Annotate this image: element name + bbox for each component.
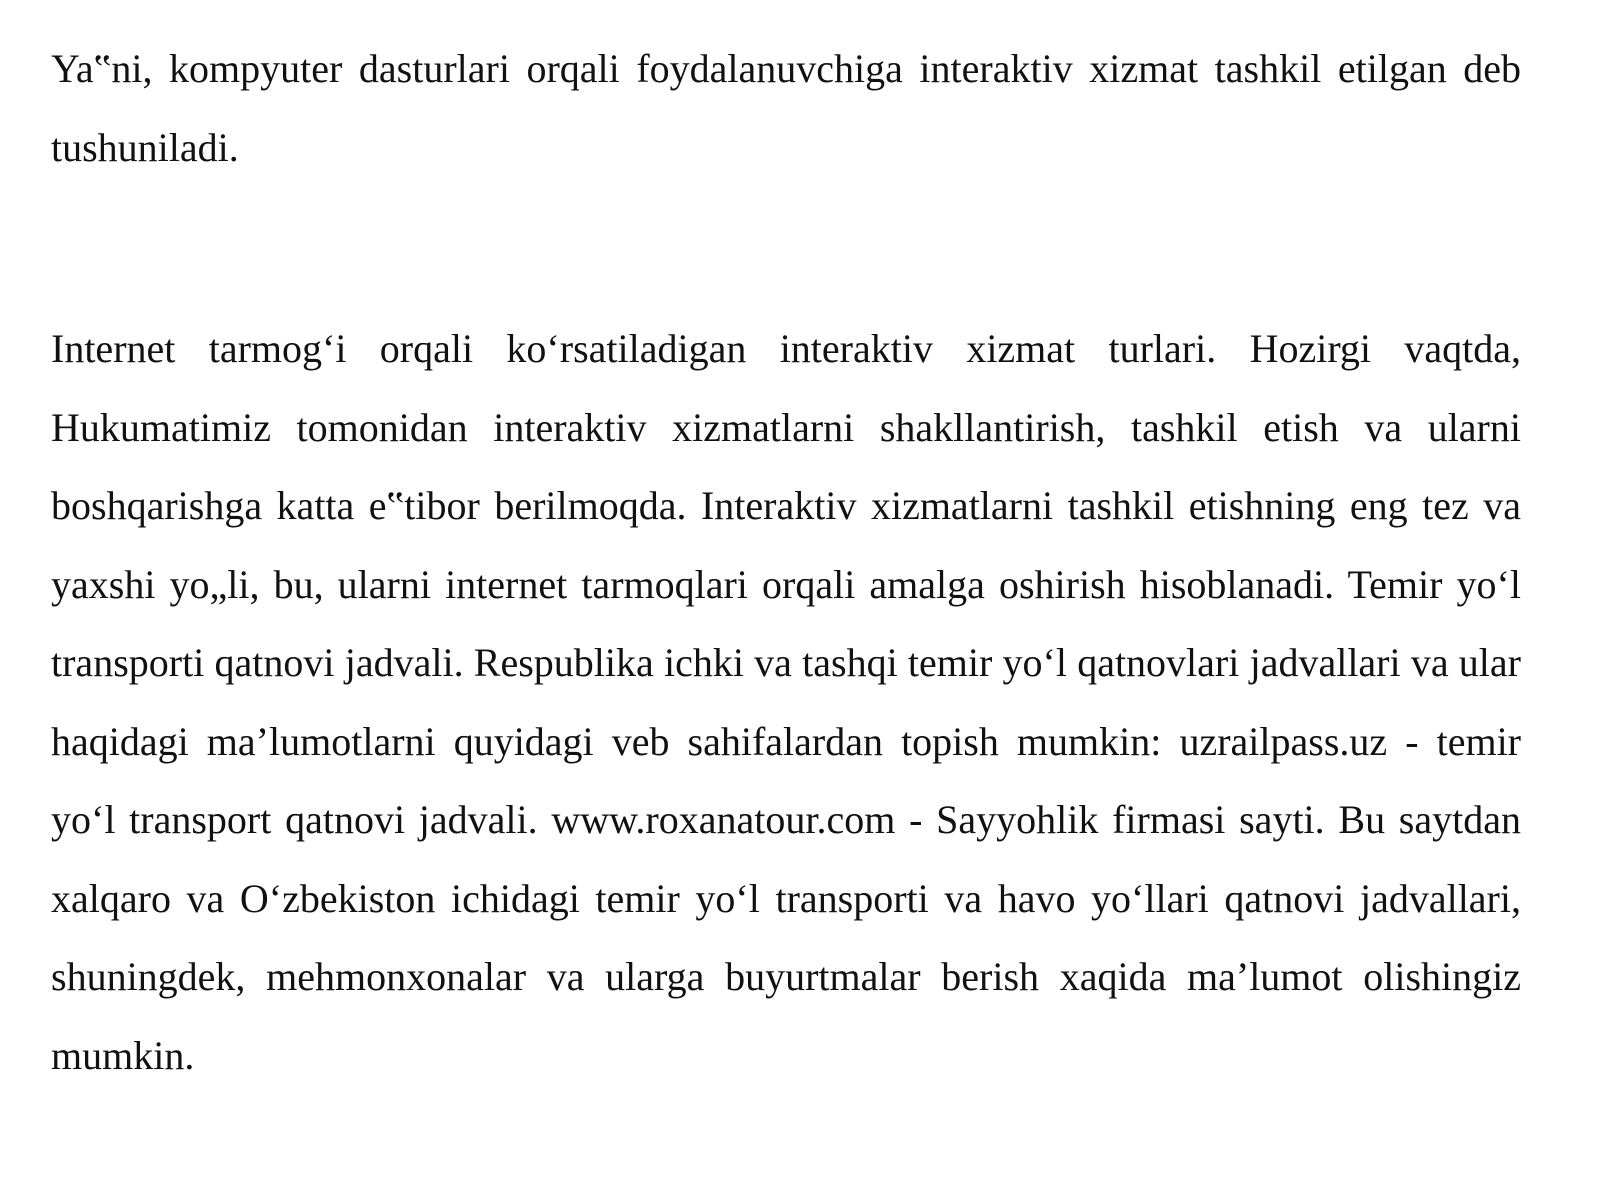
paragraph-interactive-services: Internet tarmog‘i orqali ko‘rsatiladigan interaktiv xizmat turlari. Hozirgi vaqtda, Hukumatimiz tomonidan interaktiv xizmatlarni shakllantirish, tashkil etish va ularni boshqarishga katta e‟tibor berilmoqda. Interaktiv xizmatlarni tashkil etishning eng tez va yaxshi yo„li, bu, ularni internet tarmoqlari orqali amalga oshirish hisoblanadi. Temir yo‘l transporti qatnovi jadvali. Respublika ichki va tashqi temir yo‘l qatnovlari jadvallari va ular haqidagi ma’lumotlarni quyidagi veb sahifalardan topish mumkin: uzrailpass.uz - temir yo‘l transport qatnovi jadvali. www.roxanatour.com - Sayyohlik firmasi sayti. Bu saytdan xalqaro va O‘zbekiston ichidagi temir yo‘l transporti va havo yo‘llari qatnovi jadvallari, shuningdek, mehmonxonalar va ularga buyurtmalar berish xaqida ma’lumot olishingiz mumkin. [51,326,1521,1078]
document-body [51,30,1521,1095]
paragraph-intro: Ya‟ni, kompyuter dasturlari orqali foydalanuvchiga interaktiv xizmat tashkil etilgan deb tushuniladi. [51,46,1521,170]
